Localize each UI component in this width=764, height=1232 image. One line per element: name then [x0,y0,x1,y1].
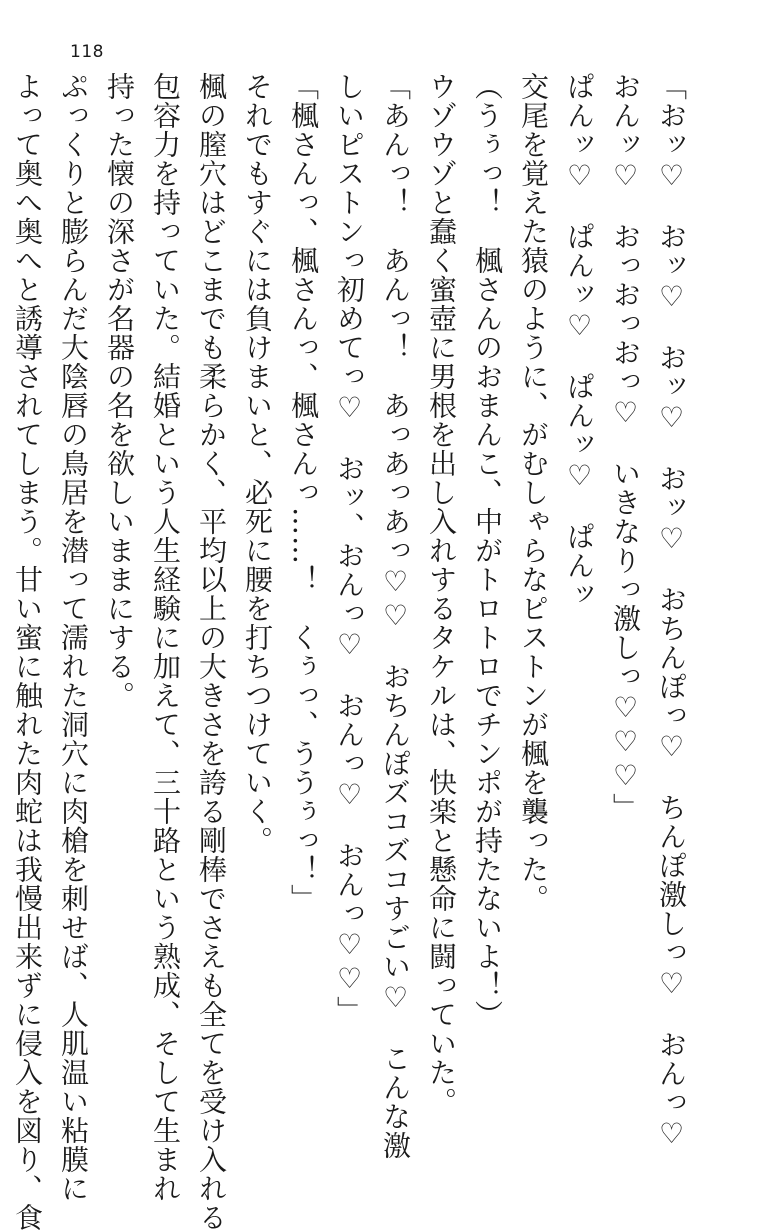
text-line: 包容力を持っていた。結婚という人生経験に加えて、三十路という熟成、そして生まれ [149,72,182,1203]
text-line: ウゾウゾと蠢く蜜壺に男根を出し入れするタケルは、快楽と懸命に闘っていた。 [425,72,458,1116]
text-line: 楓の膣穴はどこまでも柔らかく、平均以上の大きさを誇る剛棒でさえも全てを受け入れる [195,72,228,1232]
text-line: 持った懐の深さが名器の名を欲しいままにする。 [103,72,136,710]
body-text [0,72,694,1232]
text-line: 「楓さんっ、楓さんっ、楓さんっ……！ くぅっ、ううぅっ！」 [287,72,320,913]
text-line: それでもすぐには負けまいと、必死に腰を打ちつけていく。 [241,72,274,855]
text-line: 「おッ♡ おッ♡ おッ♡ おッ♡ おちんぽっ♡ ちんぽ激しっ♡ おんっ♡ [655,72,688,1151]
text-line: よって奥へ奥へと誘導されてしまう。甘い蜜に触れた肉蛇は我慢出来ずに侵入を図り、食 [11,72,44,1232]
text-line: 「あんっ！ あんっ！ あっあっあっ♡♡ おちんぽズコズコすごい♡ こんな激 [379,72,412,1160]
text-line: ぱんッ♡ ぱんッ♡ ぱんッ♡ ぱんッ [563,72,596,609]
page-number: 118 [70,42,104,62]
text-line: ぷっくりと膨らんだ大陰唇の鳥居を潜って濡れた洞穴に肉槍を刺せば、人肌温い粘膜に [57,72,90,1203]
text-line: 交尾を覚えた猿のように、がむしゃらなピストンが楓を襲った。 [517,72,550,913]
text-line: （うぅっ！ 楓さんのおまんこ、中がトロトロでチンポが持たないよ！） [471,72,504,1029]
text-line: しいピストンっ初めてっ♡ おッ、おんっ♡ おんっ♡ おんっ♡♡」 [333,72,366,1025]
text-line: おんッ♡ おっおっおっ♡ いきなりっ激しっ♡♡♡」 [609,72,642,822]
